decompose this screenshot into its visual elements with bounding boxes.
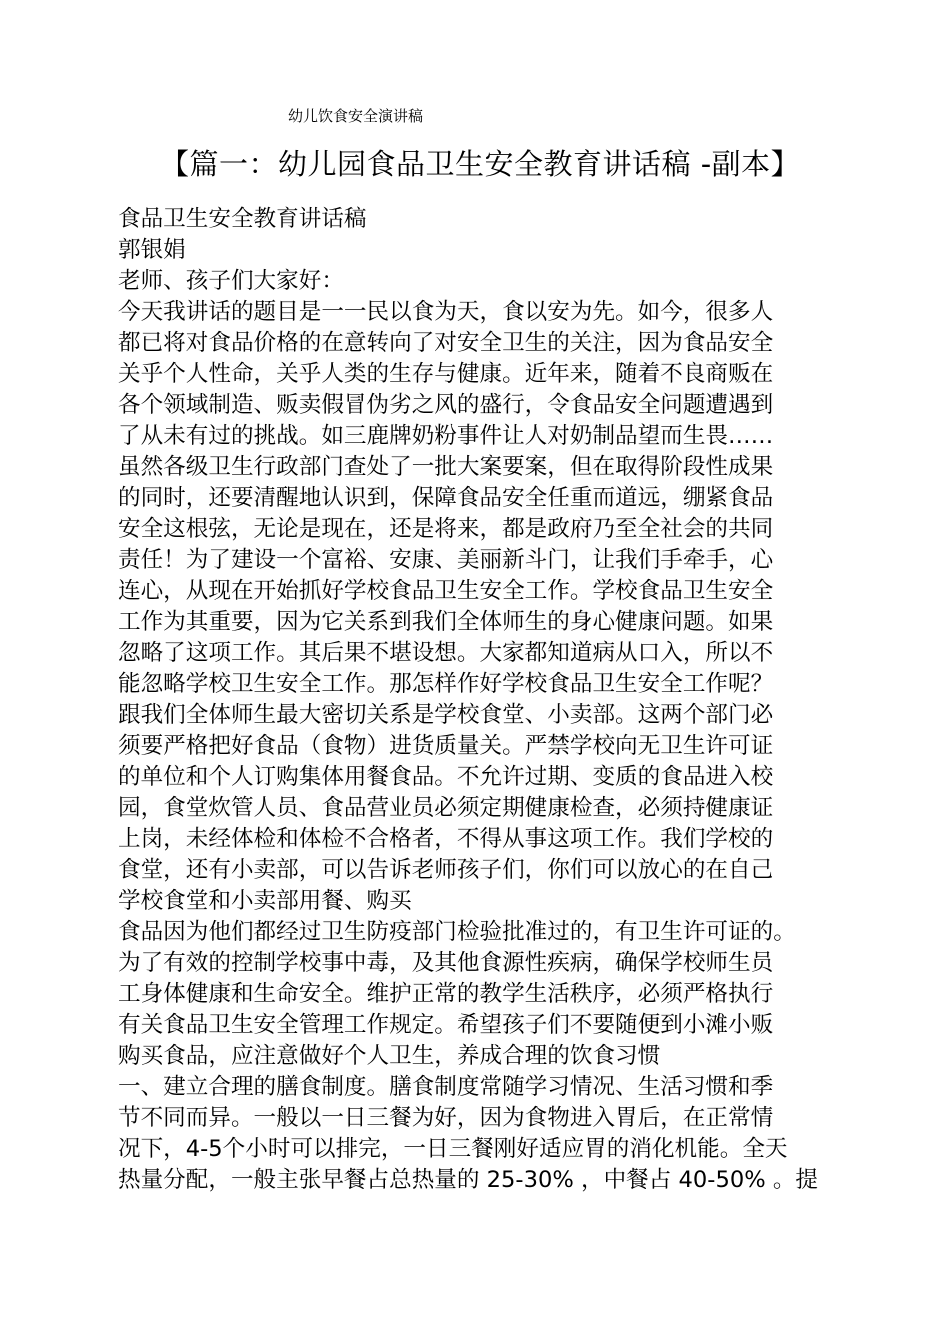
body-line: 责任！为了建设一个富裕、安康、美丽新斗门，让我们手牵手，心 [118,547,774,573]
body-line: 节不同而异。一般以一日三餐为好，因为食物进入胃后，在正常情 [118,1105,774,1131]
body-line: 忽略了这项工作。其后果不堪设想。大家都知道病从口入，所以不 [118,640,774,666]
body-line: 的同时，还要清醒地认识到，保障食品安全任重而道远，绷紧食品 [118,485,774,511]
body-line: 跟我们全体师生最大密切关系是学校食堂、小卖部。这两个部门必 [118,702,774,728]
running-header: 幼儿饮食安全演讲稿 [288,107,424,125]
body-line: 郭银娟 [118,237,186,263]
body-line: 为了有效的控制学校事中毒，及其他食源性疾病，确保学校师生员 [118,950,774,976]
body-line: 一、建立合理的膳食制度。膳食制度常随学习情况、生活习惯和季 [118,1074,774,1100]
body-line: 都已将对食品价格的在意转向了对安全卫生的关注，因为食品安全 [118,330,774,356]
body-line: 园，食堂炊管人员、食品营业员必须定期健康检查，必须持健康证 [118,795,774,821]
body-line: 学校食堂和小卖部用餐、购买 [118,888,412,914]
body-line: 了从未有过的挑战。如三鹿牌奶粉事件让人对奶制品望而生畏…… [118,423,774,449]
body-line: 各个领域制造、贩卖假冒伪劣之风的盛行，令食品安全问题遭遇到 [118,392,774,418]
body-line: 购买食品，应注意做好个人卫生，养成合理的饮食习惯 [118,1043,661,1069]
body-line: 安全这根弦，无论是现在，还是将来，都是政府乃至全社会的共同 [118,516,774,542]
body-line: 老师、孩子们大家好： [118,268,344,294]
body-line: 有关食品卫生安全管理工作规定。希望孩子们不要随便到小滩小贩 [118,1012,774,1038]
body-line: 工身体健康和生命安全。维护正常的教学生活秩序，必须严格执行 [118,981,774,1007]
body-line: 的单位和个人订购集体用餐食品。不允许过期、变质的食品进入校 [118,764,774,790]
body-line: 上岗，未经体检和体检不合格者，不得从事这项工作。我们学校的 [118,826,774,852]
body-line: 食品因为他们都经过卫生防疫部门检验批准过的，有卫生许可证的。 [118,919,796,945]
body-line: 虽然各级卫生行政部门查处了一批大案要案，但在取得阶段性成果 [118,454,774,480]
body-line: 工作为其重要，因为它关系到我们全体师生的身心健康问题。如果 [118,609,774,635]
body-line: 连心，从现在开始抓好学校食品卫生安全工作。学校食品卫生安全 [118,578,774,604]
body-line: 能忽略学校卫生安全工作。那怎样作好学校食品卫生安全工作呢？ [118,671,774,697]
body-line: 况下，4-5个小时可以排完，一日三餐刚好适应胃的消化机能。全天 [118,1136,788,1162]
body-line: 食堂，还有小卖部，可以告诉老师孩子们，你们可以放心的在自己 [118,857,774,883]
document-title: 【篇一：幼儿园食品卫生安全教育讲话稿 -副本】 [160,147,801,181]
body-line: 须要严格把好食品（食物）进货质量关。严禁学校向无卫生许可证 [118,733,774,759]
document-body [118,204,834,1196]
body-line: 今天我讲话的题目是一一民以食为天，食以安为先。如今，很多人 [118,299,774,325]
body-line: 热量分配，一般主张早餐占总热量的 25-30% ，中餐占 40-50% 。提 [118,1167,819,1193]
body-line: 关乎个人性命，关乎人类的生存与健康。近年来，随着不良商贩在 [118,361,774,387]
body-line: 食品卫生安全教育讲话稿 [118,206,367,232]
